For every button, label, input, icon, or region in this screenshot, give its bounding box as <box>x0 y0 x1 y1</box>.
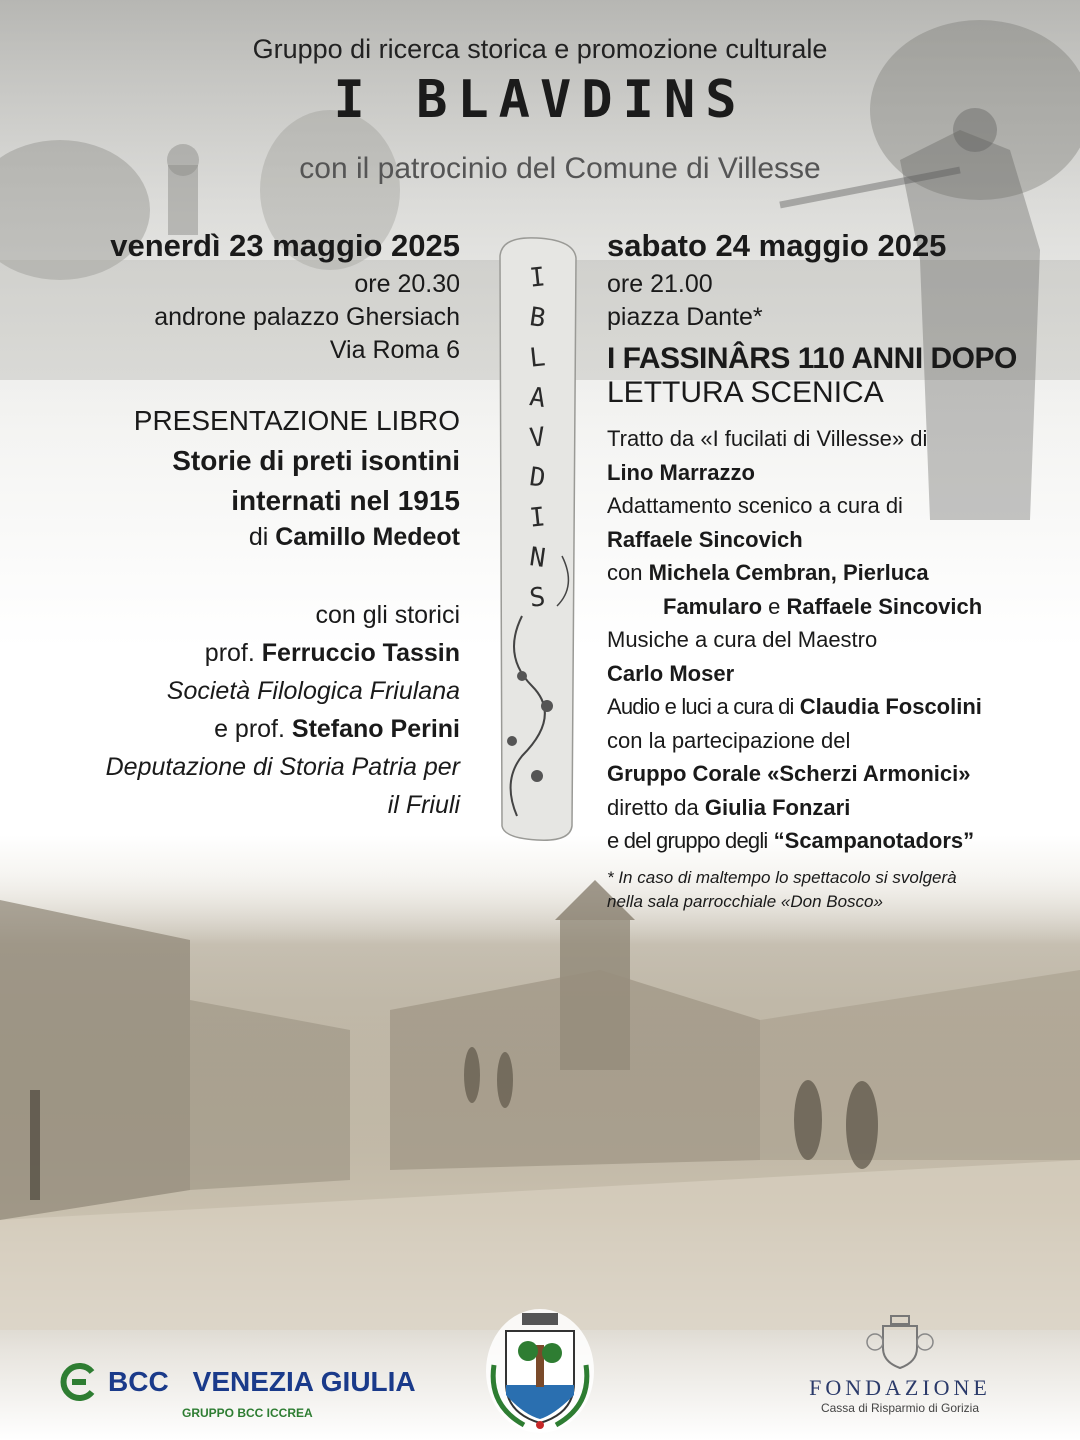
cast-names-2a: Famularo <box>663 593 763 619</box>
audio-text: Audio e luci a cura di <box>607 694 794 719</box>
author-prefix: di <box>248 523 269 551</box>
historian-1 <box>40 634 460 672</box>
book-author-line <box>40 521 460 554</box>
right-event-place: piazza Dante* <box>607 303 763 331</box>
director-name: Giulia Fonzari <box>704 794 851 820</box>
bcc-name: VENEZIA GIULIA <box>192 1366 416 1397</box>
group-name: “Scampanotadors” <box>773 828 975 853</box>
stele-letter: L <box>528 342 547 374</box>
directed-text: diretto da <box>607 794 699 820</box>
adaptation-text: Adattamento scenico a cura di <box>607 493 903 518</box>
left-event-time: ore 20.30 <box>354 270 460 298</box>
left-event-place: androne palazzo Ghersiach <box>154 303 460 331</box>
right-event-time: ore 21.00 <box>607 270 713 298</box>
historian-1-prefix: prof. <box>204 639 255 667</box>
stele-letters <box>505 258 570 618</box>
sponsor-bcc <box>58 1362 428 1420</box>
stele-letter: B <box>527 302 548 334</box>
right-event-date: sabato 24 maggio 2025 <box>607 228 947 263</box>
stele-letter: N <box>527 542 548 574</box>
left-event <box>40 228 460 824</box>
historian-1-name: Ferruccio Tassin <box>261 639 460 667</box>
comune-crest-icon <box>484 1305 596 1433</box>
group-line <box>607 824 1047 858</box>
fondazione-title: FONDAZIONE <box>809 1375 991 1400</box>
cast-line-1 <box>607 556 1047 590</box>
fondazione-subtitle: Cassa di Risparmio di Gorizia <box>820 1401 980 1415</box>
audio-name: Claudia Foscolini <box>799 694 982 719</box>
source-text: Tratto da «I fucilati di Villesse» di <box>607 426 928 451</box>
historian-2 <box>40 710 460 748</box>
weather-note-2: nella sala parrocchiale «Don Bosco» <box>607 891 883 911</box>
historian-2-name: Stefano Perini <box>291 715 460 743</box>
cast-line-2 <box>607 590 1047 624</box>
stele-letter: I <box>528 262 547 294</box>
historian-2-affiliation-2: il Friuli <box>387 791 460 819</box>
stele-letter: I <box>528 502 547 534</box>
cast-and: e <box>768 593 781 619</box>
music-text: Musiche a cura del Maestro <box>607 627 878 652</box>
patronage-line: con il patrocinio del Comune di Villesse <box>299 152 821 185</box>
cast-names-1: Michela Cembran, Pierluca <box>648 560 929 585</box>
weather-note-1: * In caso di maltempo lo spettacolo si svolgerà <box>607 867 957 887</box>
adaptation-name: Raffaele Sincovich <box>607 526 803 552</box>
historian-1-affiliation: Società Filologica Friulana <box>166 677 460 705</box>
group-text: e del gruppo degli <box>607 828 768 853</box>
bcc-logo-icon <box>58 1362 98 1402</box>
book-title-line-1: Storie di preti isontini <box>172 445 460 476</box>
left-event-date: venerdì 23 maggio 2025 <box>110 228 460 263</box>
book-title-line-2: internati nel 1915 <box>231 485 460 516</box>
historian-2-prefix: e prof. <box>214 715 285 743</box>
stele-letter: A <box>527 382 548 414</box>
show-subtitle: LETTURA SCENICA <box>607 376 884 409</box>
book-author: Camillo Medeot <box>275 523 460 551</box>
sponsor-fondazione <box>785 1312 1015 1415</box>
logo-title: I BLAVDINS <box>333 70 747 130</box>
bcc-group: GRUPPO BCC ICCREA <box>182 1406 313 1420</box>
stele-letter: D <box>527 462 548 494</box>
historian-2-affiliation-1: Deputazione di Storia Patria per <box>105 753 460 781</box>
director-line <box>607 791 1047 825</box>
source-author: Lino Marrazzo <box>607 459 755 485</box>
group-description: Gruppo di ricerca storica e promozione culturale <box>252 34 828 64</box>
stele-letter: V <box>528 422 547 454</box>
choir-name: Gruppo Corale «Scherzi Armonici» <box>607 761 971 786</box>
right-event <box>607 228 1047 914</box>
stele-letter: S <box>528 582 547 614</box>
show-title: I FASSINÂRS 110 ANNI DOPO <box>607 342 1017 375</box>
historians-intro: con gli storici <box>315 601 460 629</box>
left-event-address: Via Roma 6 <box>329 336 460 364</box>
cast-names-2b: Raffaele Sincovich <box>786 593 983 619</box>
fondazione-crest-icon <box>865 1312 935 1370</box>
audio-line <box>607 690 1047 724</box>
event-type: PRESENTAZIONE LIBRO <box>133 405 460 436</box>
participation-text: con la partecipazione del <box>607 727 851 753</box>
music-name: Carlo Moser <box>607 660 735 686</box>
bcc-mark: BCC <box>108 1366 169 1397</box>
cast-prefix: con <box>607 560 643 585</box>
background-photo-village <box>0 860 1080 1330</box>
